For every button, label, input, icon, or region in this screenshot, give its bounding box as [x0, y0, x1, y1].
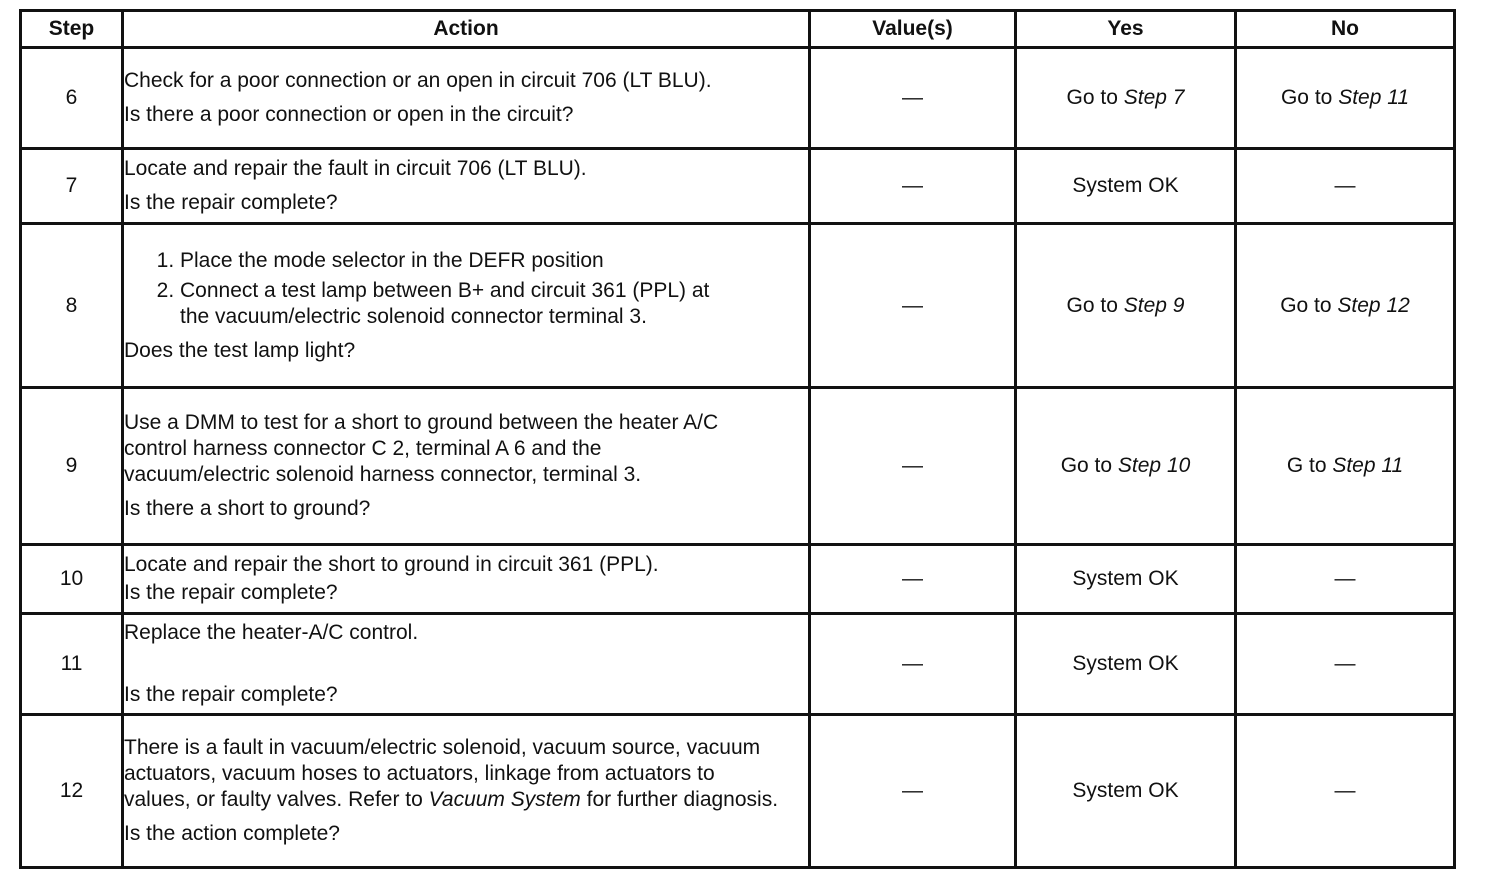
value-cell: — [810, 149, 1016, 224]
no-step-ref: Step 12 [1337, 293, 1410, 317]
action-question: Is there a poor connection or open in the circuit? [124, 103, 574, 126]
step-number: 11 [21, 614, 123, 715]
no-cell [1236, 48, 1455, 149]
no-step-ref: Step 11 [1332, 454, 1404, 477]
no-cell: — [1236, 545, 1455, 614]
table-row-step-10 [21, 545, 1455, 614]
action-steps-list [124, 248, 808, 330]
header-values: Value(s) [810, 11, 1016, 48]
step-number: 9 [21, 388, 123, 545]
header-step: Step [21, 11, 123, 48]
diagnostic-table [19, 9, 1456, 869]
yes-prefix: Go to [1060, 454, 1113, 477]
no-cell [1236, 224, 1455, 388]
yes-cell [1016, 48, 1236, 149]
action-text: Use a DMM to test for a short to ground between the heater A/C control harness connector C 2, terminal A 6 and the vacuum/electric solenoid harness connector, terminal 3. [124, 411, 719, 486]
header-yes: Yes [1016, 11, 1236, 48]
no-prefix: G to [1286, 454, 1327, 477]
table-row-step-6 [21, 48, 1455, 149]
table-row-step-9 [21, 388, 1455, 545]
value-cell: — [810, 224, 1016, 388]
table-row-step-7 [21, 149, 1455, 224]
action-text: Locate and repair the short to ground in circuit 361 (PPL). [124, 553, 659, 576]
no-step-ref: Step 11 [1338, 86, 1410, 109]
list-item: 2. Connect a test lamp between B+ and circuit 361 (PPL) at the vacuum/electric solenoid connector terminal 3. [180, 278, 740, 330]
yes-prefix: Go to [1066, 293, 1118, 317]
yes-step-ref: Step 9 [1123, 293, 1185, 317]
yes-cell: System OK [1016, 715, 1236, 868]
header-no: No [1236, 11, 1455, 48]
yes-cell [1016, 224, 1236, 388]
value-cell: — [810, 614, 1016, 715]
action-question: Does the test lamp light? [124, 338, 356, 362]
action-text-after: for further diagnosis. [586, 788, 779, 811]
action-cell [123, 715, 810, 868]
action-question: Is the repair complete? [124, 191, 338, 214]
yes-cell [1016, 388, 1236, 545]
yes-step-ref: Step 7 [1123, 86, 1185, 109]
no-cell: — [1236, 149, 1455, 224]
value-cell: — [810, 715, 1016, 868]
action-text-before: There is a fault in vacuum/electric solenoid, vacuum source, vacuum actuators, vacuum hoses to actuators, linkage from actuators to values, or faulty valves. Refer to [124, 736, 761, 811]
yes-cell: System OK [1016, 545, 1236, 614]
value-cell: — [810, 545, 1016, 614]
yes-cell: System OK [1016, 149, 1236, 224]
table-row-step-12 [21, 715, 1455, 868]
action-text: Locate and repair the fault in circuit 706 (LT BLU). [124, 157, 587, 180]
action-cell [123, 388, 810, 545]
no-cell [1236, 388, 1455, 545]
action-question: Is the repair complete? [124, 683, 338, 706]
action-question: Is the action complete? [124, 822, 340, 845]
value-cell: — [810, 48, 1016, 149]
header-action: Action [123, 11, 810, 48]
no-prefix: Go to [1280, 293, 1332, 317]
action-question: Is the repair complete? [124, 581, 338, 604]
step-number: 8 [21, 224, 123, 388]
action-cell [123, 545, 810, 614]
vacuum-system-reference: Vacuum System [428, 788, 581, 811]
yes-cell: System OK [1016, 614, 1236, 715]
action-cell [123, 224, 810, 388]
action-text: Replace the heater-A/C control. [124, 621, 419, 644]
no-cell: — [1236, 715, 1455, 868]
action-text: Check for a poor connection or an open in circuit 706 (LT BLU). [124, 69, 712, 92]
action-cell [123, 614, 810, 715]
table-row-step-8 [21, 224, 1455, 388]
no-prefix: Go to [1280, 86, 1333, 109]
action-question: Is there a short to ground? [124, 497, 371, 520]
action-cell [123, 149, 810, 224]
list-item: 1. Place the mode selector in the DEFR position [180, 248, 808, 274]
step-number: 12 [21, 715, 123, 868]
action-text [124, 735, 784, 813]
no-cell: — [1236, 614, 1455, 715]
step-number: 10 [21, 545, 123, 614]
step-number: 6 [21, 48, 123, 149]
action-cell [123, 48, 810, 149]
yes-prefix: Go to [1066, 86, 1118, 109]
value-cell: — [810, 388, 1016, 545]
header-row [21, 11, 1455, 48]
yes-step-ref: Step 10 [1117, 454, 1191, 477]
step-number: 7 [21, 149, 123, 224]
table-row-step-11 [21, 614, 1455, 715]
